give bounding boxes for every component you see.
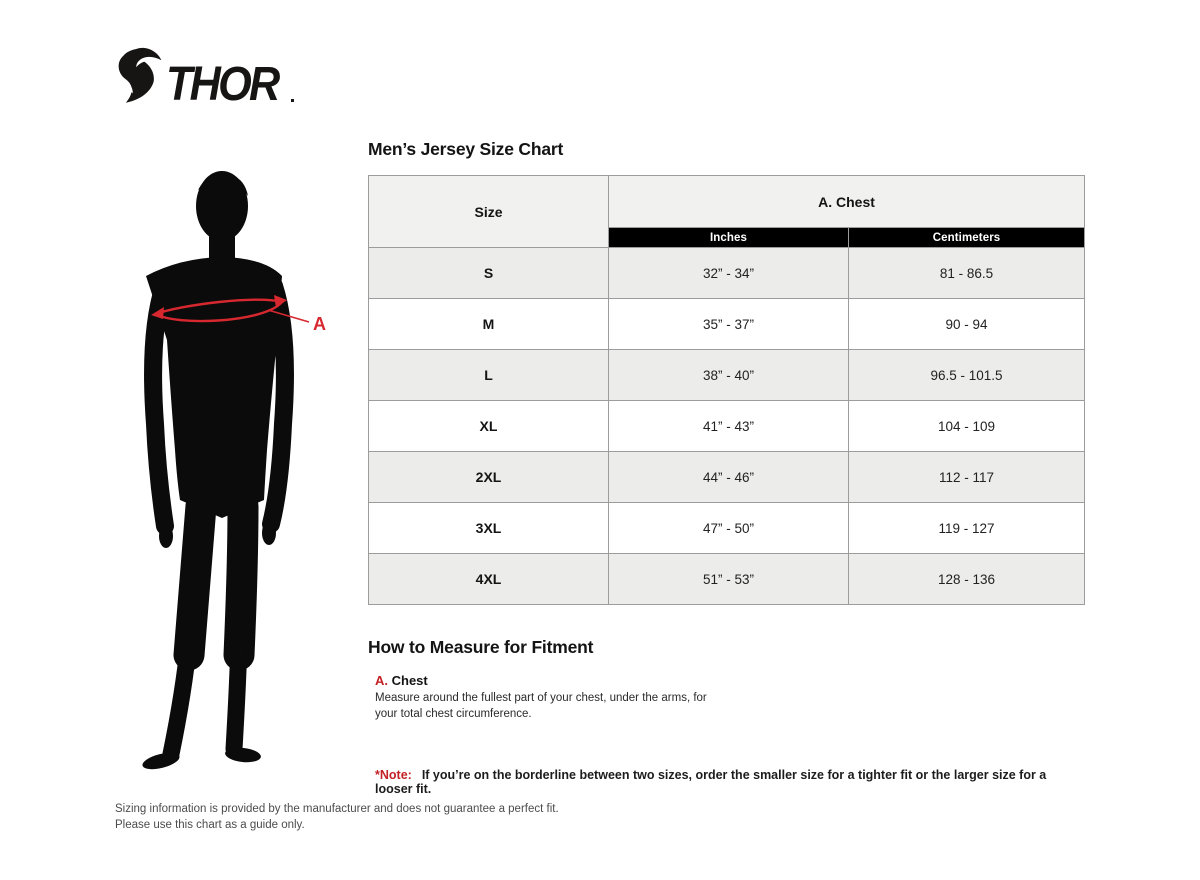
size-cell: S <box>369 248 609 299</box>
measure-description: Measure around the fullest part of your chest, under the arms, for your total chest circumference. <box>375 692 707 720</box>
inches-cell: 41” - 43” <box>609 401 849 452</box>
measure-name: Chest <box>391 673 428 688</box>
logo-wordmark: THOR <box>166 56 278 111</box>
male-silhouette <box>141 171 285 772</box>
table-row <box>369 554 1085 605</box>
inches-cell: 51” - 53” <box>609 554 849 605</box>
table-row <box>369 248 1085 299</box>
note-text: If you’re on the borderline between two sizes, order the smaller size for a tighter fit or the larger size for a looser fit. <box>375 768 1047 796</box>
inches-cell: 47” - 50” <box>609 503 849 554</box>
inches-cell: 35” - 37” <box>609 299 849 350</box>
cm-cell: 96.5 - 101.5 <box>849 350 1085 401</box>
table-row <box>369 401 1085 452</box>
cm-cell: 119 - 127 <box>849 503 1085 554</box>
inches-cell: 38” - 40” <box>609 350 849 401</box>
logo-trademark-dot <box>291 99 294 102</box>
centimeters-subheader: Centimeters <box>849 228 1085 248</box>
inches-cell: 32” - 34” <box>609 248 849 299</box>
size-column-header: Size <box>369 176 609 248</box>
table-row <box>369 503 1085 554</box>
inches-subheader: Inches <box>609 228 849 248</box>
cm-cell: 128 - 136 <box>849 554 1085 605</box>
chest-group-header: A. Chest <box>609 176 1085 228</box>
thor-logo <box>112 42 294 111</box>
disclaimer <box>115 801 559 833</box>
chest-measure-label: A <box>313 314 326 334</box>
cm-cell: 81 - 86.5 <box>849 248 1085 299</box>
size-cell: M <box>369 299 609 350</box>
cm-cell: 90 - 94 <box>849 299 1085 350</box>
size-cell: L <box>369 350 609 401</box>
disclaimer-line1: Sizing information is provided by the manufacturer and does not guarantee a perfect fit. <box>115 803 559 815</box>
size-table-body <box>369 248 1085 605</box>
table-row <box>369 299 1085 350</box>
size-chart-title: Men’s Jersey Size Chart <box>368 139 564 159</box>
note-label: *Note: <box>375 768 412 782</box>
size-cell: 3XL <box>369 503 609 554</box>
table-row <box>369 350 1085 401</box>
chest-measure-info <box>375 673 735 723</box>
sizing-note <box>375 768 1080 796</box>
cm-cell: 112 - 117 <box>849 452 1085 503</box>
size-cell: 2XL <box>369 452 609 503</box>
size-cell: XL <box>369 401 609 452</box>
size-chart-table <box>368 175 1085 605</box>
table-row <box>369 452 1085 503</box>
body-silhouette-diagram <box>118 168 330 778</box>
measure-letter: A. <box>375 673 388 688</box>
measure-heading <box>375 673 735 688</box>
thor-ram-icon <box>112 44 164 106</box>
cm-cell: 104 - 109 <box>849 401 1085 452</box>
size-cell: 4XL <box>369 554 609 605</box>
disclaimer-line2: Please use this chart as a guide only. <box>115 819 305 832</box>
howto-title: How to Measure for Fitment <box>368 637 594 657</box>
inches-cell: 44” - 46” <box>609 452 849 503</box>
